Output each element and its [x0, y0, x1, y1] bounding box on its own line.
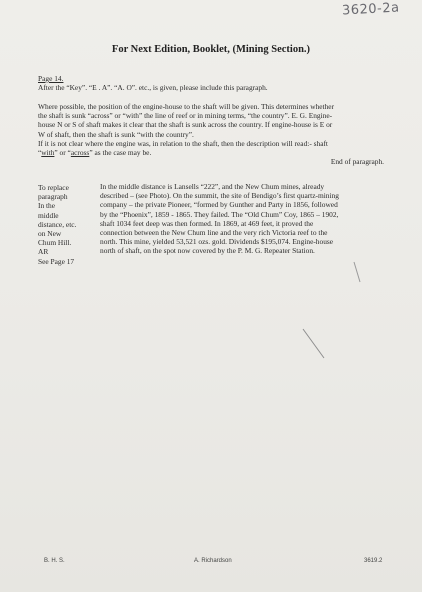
margin-note-line: distance, etc.: [38, 219, 77, 229]
margin-note-line: AR: [38, 247, 49, 257]
paragraph-block: [38, 102, 388, 166]
footer-page-number: 3619.2: [364, 558, 383, 564]
paragraph-line: the shaft is sunk “across” or “with” the line of reef or in mining terms, “the country”. E. G. Engine-: [38, 111, 333, 121]
replacement-paragraph: [100, 182, 372, 256]
footer-left: B. H. S.: [44, 558, 65, 564]
handwritten-annotation: 3620-2a: [342, 0, 401, 19]
paragraph-line: Where possible, the position of the engine-house to the shaft will be given. This determines whether: [38, 102, 335, 111]
paragraph-line: [38, 148, 388, 157]
page-reference: Page 14.: [38, 74, 64, 83]
margin-note-line: middle: [38, 210, 59, 220]
quote-open: “: [38, 148, 42, 158]
margin-note: [38, 183, 90, 266]
paragraph-line: If it is not clear where the engine was, in relation to the shaft, then the description will read:- shaft: [38, 138, 328, 148]
body-line: In the middle distance is Lansells “222”, and the New Chum mines, already: [100, 182, 325, 191]
body-line: described – (see Photo). On the summit, the site of Bendigo’s first quartz-mining: [100, 191, 339, 201]
margin-note-line: paragraph: [38, 192, 68, 202]
page-reference-block: [38, 74, 388, 92]
body-line: north of shaft, on the spot now covered by the P. M. G. Repeater Station.: [100, 246, 315, 256]
margin-note-line: To replace: [38, 183, 69, 192]
underlined-with: with: [41, 148, 55, 158]
body-line: north. This mine, yielded 53,521 ozs. gold. Dividends $195,074. Engine-house: [100, 237, 334, 247]
margin-note-line: Chum Hill.: [38, 238, 72, 248]
pencil-tick-mark: [350, 258, 380, 288]
page-title: For Next Edition, Booklet, (Mining Section.): [111, 44, 311, 55]
quote-close: ” as the case may be.: [89, 148, 152, 158]
body-line: shaft 1034 feet deep was then formed. In 1869, at 469 feet, it proved the: [100, 218, 314, 228]
footer-author: A. Richardson: [194, 558, 232, 564]
body-line: by the “Phoenix”, 1859 - 1865. They failed. The “Old Chum” Coy, 1865 – 1902,: [100, 209, 339, 219]
end-of-paragraph: End of paragraph.: [330, 157, 384, 167]
intro-line: After the “Key”. “E . A”. “A. O”. etc., is given, please include this paragraph.: [38, 83, 268, 93]
body-line: connection between the New Chum line and the very rich Victoria reef to the: [100, 228, 328, 238]
underlined-across: across: [70, 148, 90, 158]
quote-mid: ” or “: [54, 148, 71, 158]
body-line: company – the private Pioneer, “formed by Gunther and Party in 1856, followed: [100, 200, 338, 210]
paragraph-line: W of shaft, then the shaft is sunk “with the country”.: [38, 129, 194, 139]
margin-note-line: See Page 17: [38, 256, 75, 266]
paragraph-line: house N or S of shaft makes it clear that the shaft is sunk across the country. If engine-house is E or: [38, 120, 333, 130]
pencil-stroke-mark: [300, 326, 330, 362]
margin-note-line: In the: [38, 201, 56, 211]
margin-note-line: on New: [38, 229, 62, 239]
